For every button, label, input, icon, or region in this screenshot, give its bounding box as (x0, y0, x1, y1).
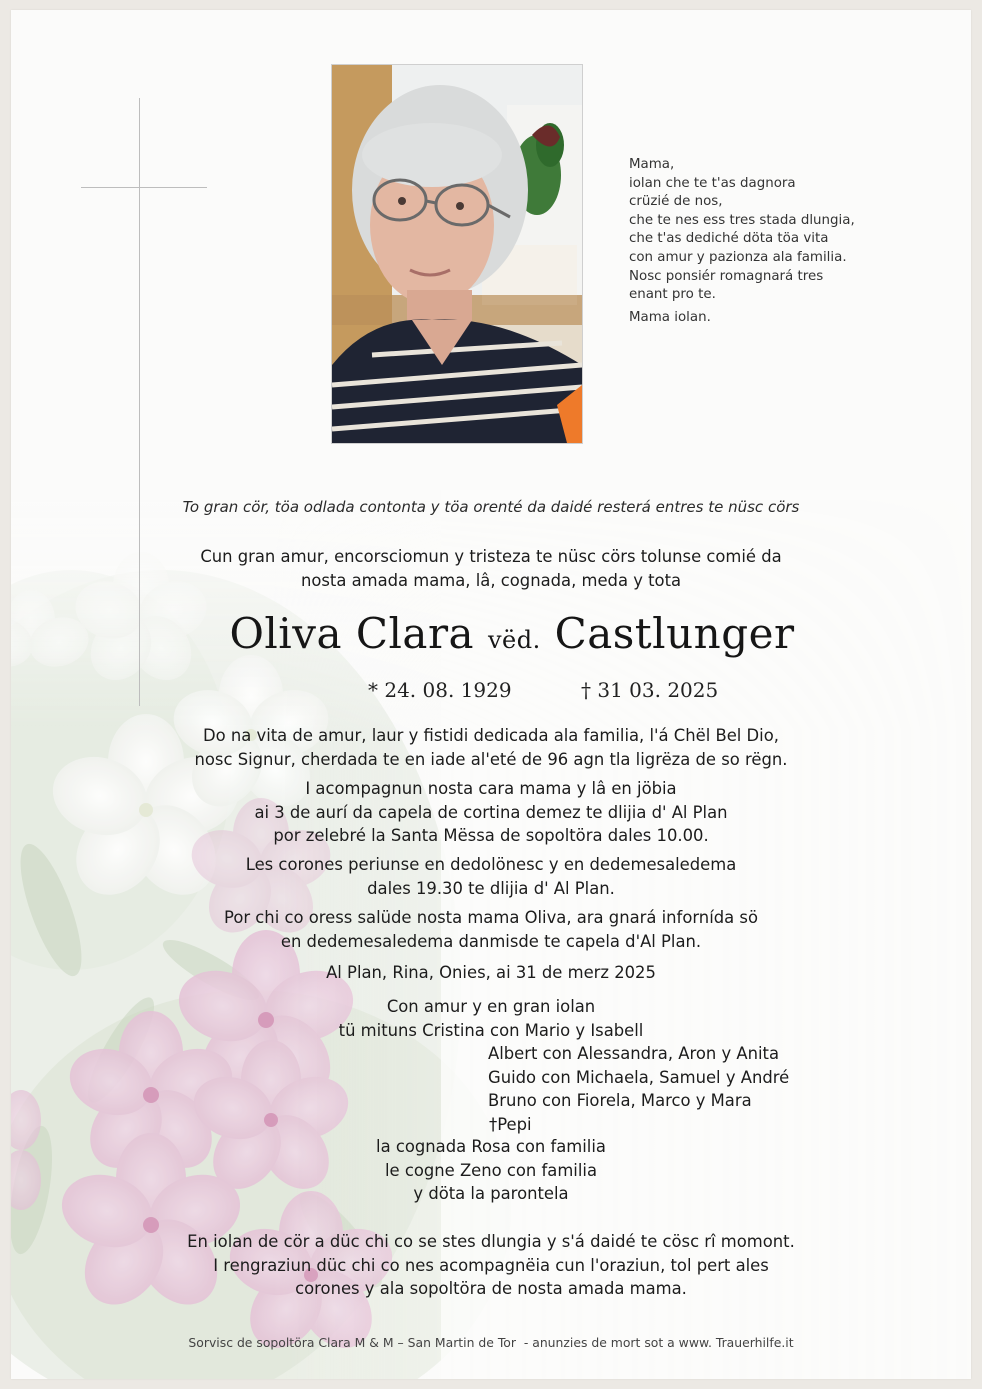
family-child: Bruno con Fiorela, Marco y Mara (488, 1091, 752, 1110)
poem-line: iolan che te t'as dagnora (629, 175, 796, 191)
intro-line: nosta amada mama, lâ, cognada, meda y tota (300, 570, 682, 590)
poem (629, 156, 889, 327)
family-others (11, 1135, 971, 1206)
paragraph-funeral (11, 777, 971, 848)
place-date (11, 961, 971, 985)
intro-line: Cun gran amur, encorsciomun y tristeza te nüsc cörs tolunse comié da (200, 547, 782, 566)
paragraph-farewell (11, 906, 971, 953)
family-other: le cogne Zeno con familia (384, 1160, 598, 1180)
paragraph-line: por zelebré la Santa Mëssa de sopoltöra dales 10.00. (273, 826, 709, 845)
poem-signature: Mama iolan. (629, 309, 711, 325)
thanks-line: En iolan de cör a düc chi co se stes dlungia y s'á daidé te cösc rî momont. (187, 1232, 795, 1251)
family-child: Guido con Michaela, Samuel y André (488, 1067, 790, 1087)
deceased-first-name: Oliva Clara (229, 609, 475, 658)
thanks-text (11, 1230, 971, 1301)
paragraph-line: Les corones periunse en dedolönesc y en dedemesaledema (245, 855, 737, 874)
obituary-card (11, 10, 971, 1379)
paragraph-line: I acompagnun nosta cara mama y lâ en jöbia (305, 779, 677, 798)
family-other: y döta la parontela (413, 1184, 569, 1203)
paragraph-line: en dedemesaledema danmisde te capela d'Al Plan. (280, 931, 702, 951)
poem-line: Mama, (629, 157, 675, 172)
deceased-ved: vëd. (487, 626, 541, 654)
family-children (488, 1042, 888, 1136)
place-date-line: Al Plan, Rina, Onies, ai 31 de merz 2025 (326, 963, 656, 982)
thanks-line: corones y ala sopoltöra de nosta amada mama. (295, 1279, 687, 1298)
intro-text (11, 545, 971, 592)
paragraph-line: Por chi co oress salüde nosta mama Oliva, ara gnará infornída sö (224, 908, 758, 927)
family-opening (11, 995, 971, 1042)
family-child: Albert con Alessandra, Aron y Anita (488, 1044, 779, 1063)
paragraph-line: Do na vita de amur, laur y fistidi dedicada ala familia, l'á Chël Bel Dio, (203, 726, 779, 745)
portrait-photo (331, 64, 583, 444)
birth-date: * 24. 08. 1929 (368, 678, 512, 702)
footer-credit: Sorvisc de sopoltöra Clara M & M – San Martin de Tor - anunzies de mort sot a www. Trauerhilfe.it (188, 1335, 794, 1350)
paragraph-line: nosc Signur, cherdada te en iade al'eté de 96 agn tla ligrëza de so rëgn. (194, 749, 788, 769)
poem-line: che t'as dediché döta töa vita (629, 231, 829, 247)
family-children-first: tü mituns Cristina con Mario y Isabell (338, 1020, 644, 1040)
poem-line: enant pro te. (629, 287, 716, 303)
poem-line: crüzié de nos, (629, 194, 723, 210)
poem-line: Nosc ponsiér romagnará tres (629, 268, 824, 284)
poem-line: con amur y pazionza ala familia. (629, 249, 847, 265)
paragraph-life (11, 724, 971, 771)
family-other: la cognada Rosa con familia (376, 1137, 606, 1156)
thanks-line: I rengraziun düc chi co nes acompagnëia cun l'oraziun, tol pert ales (213, 1255, 769, 1275)
deceased-name (11, 608, 971, 666)
cross-horizontal-bar (81, 187, 207, 188)
deceased-last-name: Castlunger (554, 609, 795, 658)
family-opening-line: Con amur y en gran iolan (386, 997, 596, 1016)
paragraph-line: ai 3 de aurí da capela de cortina demez te dlijia d' Al Plan (254, 802, 728, 822)
poem-line: che te nes ess tres stada dlungia, (629, 212, 855, 228)
motto: To gran cör, töa odlada contonta y töa orenté da daidé resterá entres te nüsc cörs (182, 498, 800, 516)
death-date: † 31 03. 2025 (581, 678, 719, 702)
paragraph-line: dales 19.30 te dlijia d' Al Plan. (367, 878, 615, 898)
family-child: †Pepi (489, 1114, 532, 1134)
paragraph-rosary (11, 853, 971, 900)
